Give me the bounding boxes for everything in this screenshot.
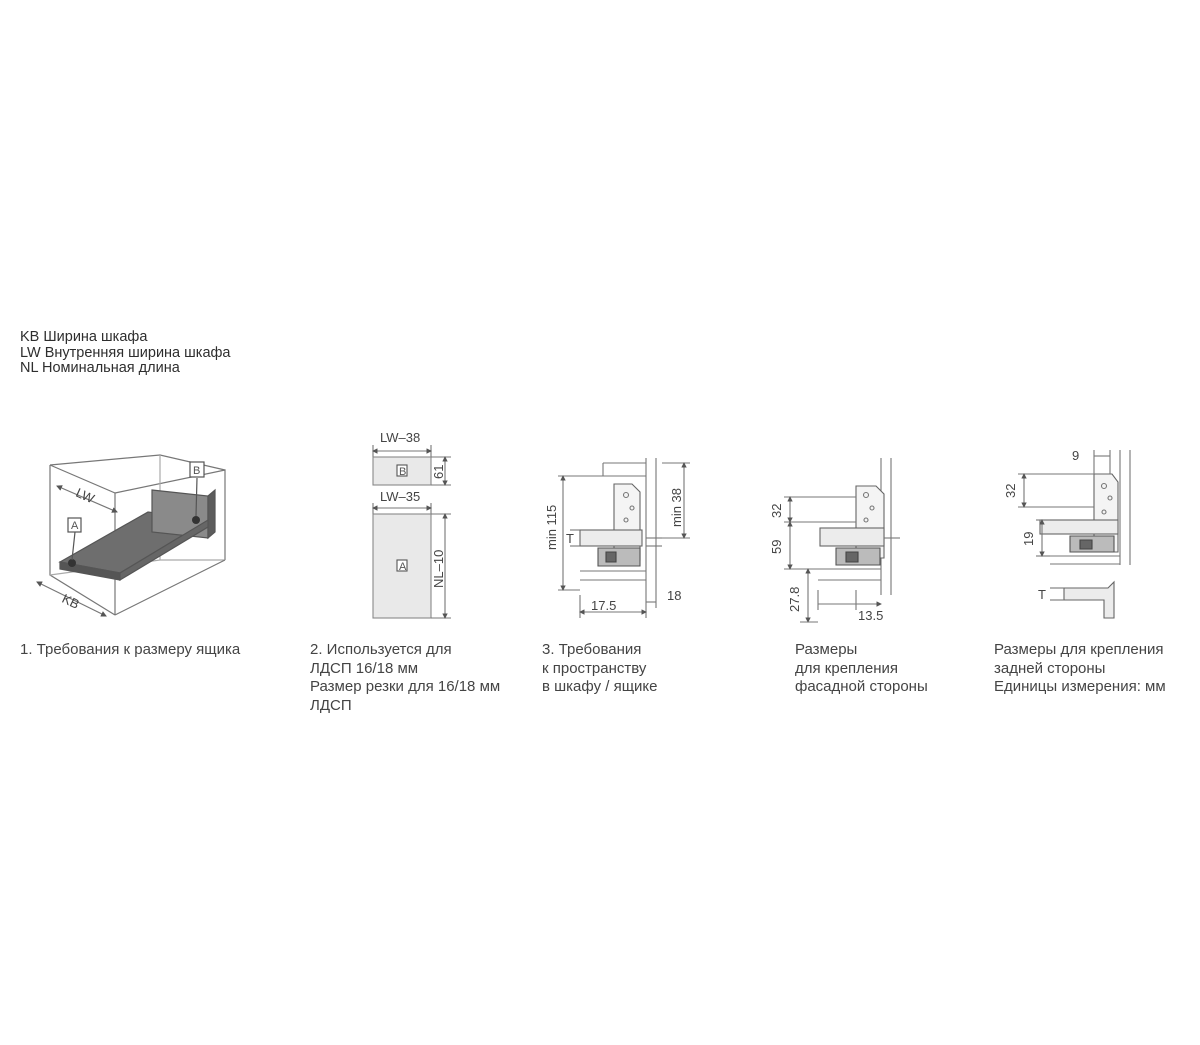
caption-2-line-3: Размер резки для 16/18 мм — [310, 678, 501, 695]
label-a: A — [71, 520, 79, 532]
caption-5-line-2: задней стороны — [994, 659, 1106, 677]
caption-4-line-1: Размеры — [795, 641, 858, 658]
caption-2 — [310, 641, 500, 715]
caption-4-line-3: фасадной стороны — [795, 678, 928, 695]
dim-27-8: 27.8 — [787, 586, 802, 612]
caption-4-line-2: для крепления — [795, 659, 899, 677]
legend-nl: NL Номинальная длина — [20, 360, 180, 376]
caption-2-line-1: 2. Используется для — [310, 641, 452, 658]
dim-32-rear: 32 — [1003, 483, 1018, 498]
caption-3-line-3: в шкафу / ящике — [542, 678, 658, 695]
caption-1 — [20, 641, 240, 660]
caption-5-line-1: Размеры для крепления — [994, 641, 1164, 658]
dim-61: 61 — [431, 464, 446, 479]
caption-4 — [795, 641, 928, 697]
label-a-panel: A — [399, 561, 407, 573]
legend-lw: LW Внутренняя ширина шкафа — [20, 344, 231, 361]
caption-5-line-3: Единицы измерения: мм — [994, 678, 1166, 695]
dim-t-rear: T — [1038, 587, 1046, 602]
caption-2-line-4: ЛДСП — [310, 696, 352, 714]
dim-nl-10: NL–10 — [431, 549, 446, 588]
dim-lw-38: LW–38 — [380, 430, 421, 445]
dim-13-5: 13.5 — [858, 608, 884, 623]
dim-min-115: min 115 — [544, 504, 559, 550]
dim-kb: KB — [59, 590, 82, 612]
dim-18: 18 — [667, 588, 682, 603]
caption-2-line-2: ЛДСП 16/18 мм — [310, 659, 419, 677]
caption-5 — [994, 641, 1166, 697]
caption-3-line-2: к пространству — [542, 659, 647, 677]
dim-lw: LW — [73, 484, 97, 507]
dim-17-5: 17.5 — [591, 598, 617, 613]
caption-1-line: 1. Требования к размеру ящика — [20, 641, 241, 658]
dim-59: 59 — [769, 539, 784, 554]
dim-t: T — [566, 531, 574, 546]
label-b: B — [193, 465, 201, 477]
dim-32: 32 — [769, 503, 784, 518]
dim-9: 9 — [1072, 448, 1080, 463]
dim-19: 19 — [1021, 531, 1036, 546]
dim-min-38: min 38 — [669, 487, 684, 527]
dim-lw-35: LW–35 — [380, 489, 421, 504]
legend-kb: KB Ширина шкафа — [20, 329, 148, 345]
caption-3-line-1: 3. Требования — [542, 641, 642, 658]
label-b-panel: B — [399, 466, 407, 478]
caption-3 — [542, 641, 658, 697]
